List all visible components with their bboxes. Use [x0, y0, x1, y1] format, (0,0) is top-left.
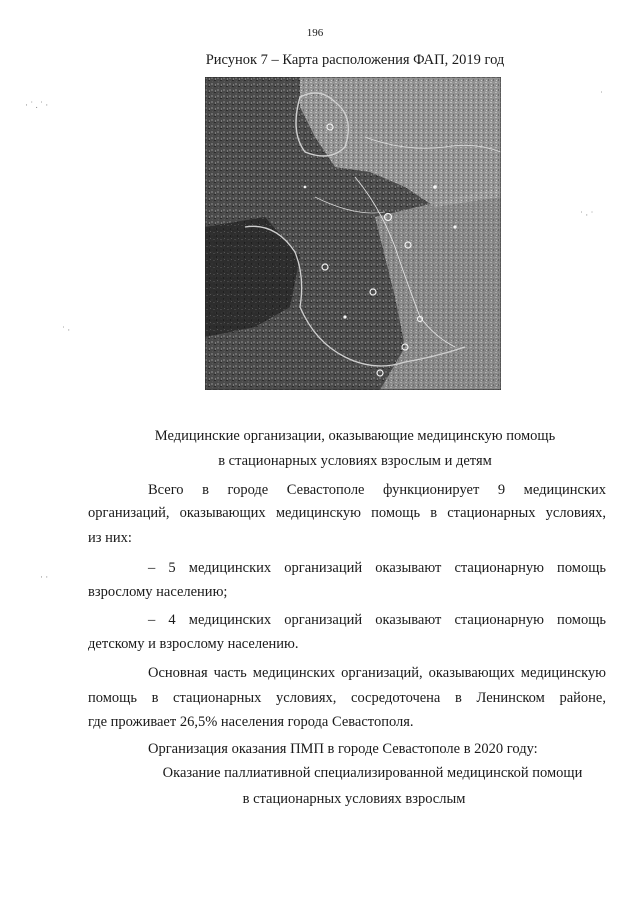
section-heading-line1: Медицинские организации, оказывающие медицинскую помощь	[154, 428, 556, 444]
figure-caption: Рисунок 7 – Карта расположения ФАП, 2019 год	[205, 52, 505, 68]
scan-speckle: · ·	[40, 572, 49, 582]
paragraph-1-line2: организаций, оказывающих медицинскую помощь в стационарных условиях,	[88, 505, 606, 521]
scan-speckle: ˙	[600, 90, 603, 100]
paragraph-4-line2: помощь в стационарных условиях, сосредоточена в Ленинском районе,	[88, 690, 606, 706]
scan-speckle: ˙ ·	[62, 325, 71, 335]
paragraph-5: Организация оказания ПМП в городе Севастополе в 2020 году:	[148, 741, 538, 757]
subheading-line2: в стационарных условиях взрослым	[242, 791, 466, 807]
paragraph-1-line1: Всего в городе Севастополе функционирует 9 медицинских	[148, 482, 606, 498]
paragraph-1-line3: из них:	[88, 530, 132, 546]
subheading-line1: Оказание паллиативной специализированной медицинской помощи	[162, 765, 583, 781]
page-number: 196	[306, 27, 324, 39]
list-item-2-line2: детскому и взрослому населению.	[88, 636, 299, 652]
list-item-1-line1: – 5 медицинских организаций оказывают стационарную помощь	[148, 560, 606, 576]
list-item-2-line1: – 4 медицинских организаций оказывают стационарную помощь	[148, 612, 606, 628]
scan-speckle: ˙ · ˙	[580, 210, 594, 220]
map-figure-image	[205, 77, 501, 390]
scan-speckle: · ˙ . ˙ ·	[25, 100, 49, 110]
map-drawing	[205, 77, 501, 390]
paragraph-4-line3: где проживает 26,5% населения города Севастополя.	[88, 714, 414, 730]
paragraph-4-line1: Основная часть медицинских организаций, оказывающих медицинскую	[148, 665, 606, 681]
section-heading-line2: в стационарных условиях взрослым и детям	[218, 453, 492, 469]
list-item-1-line2: взрослому населению;	[88, 584, 228, 600]
